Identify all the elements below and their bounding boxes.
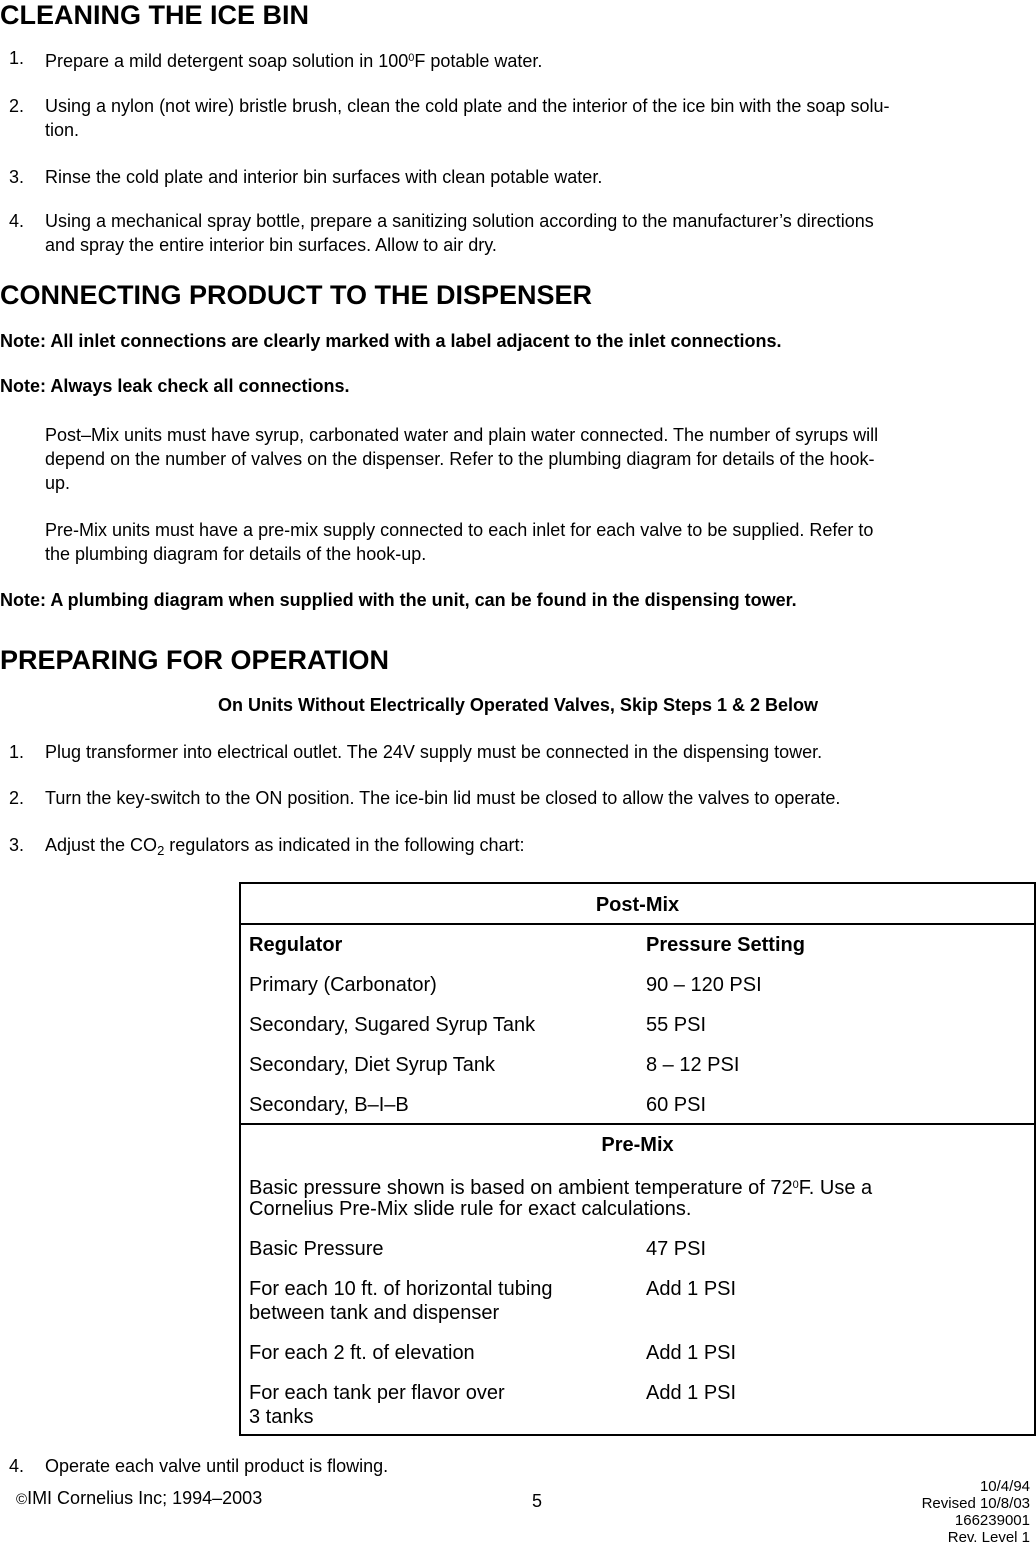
degree-mark: 0 xyxy=(792,1179,799,1191)
pressure-chart-table: Post-Mix Regulator Pressure Setting Primary (Carbonator) 90 – 120 PSI Secondary, Sugared Syrup Tank 55 PSI Secondary, Diet Syrup Tank 8 – 12 PSI Secondary, B–I–B 60 PSI Pre-Mix Basic pressure shown is based on ambient temperature of $72^0F$. Use a Cornelius Pre-Mix slide rule for exact calculations. Basic Pressure 47 PSI For each 10 ft. of horizontal tubing between tank and dispenser Add 1 PSI For each 2 ft. of elevation Add 1 PSI For each tank per flavor over 3 tanks Add 1 PSI xyxy=(239,882,1036,1436)
pressure-cell: 47 PSI xyxy=(646,1238,707,1260)
step-number: 2. xyxy=(9,96,25,116)
subscript: 2 xyxy=(157,843,165,858)
step-number: 1. xyxy=(9,48,25,68)
step-number: 3. xyxy=(9,835,25,855)
pressure-cell: 55 PSI xyxy=(646,1014,707,1036)
section-title-connecting: CONNECTING PRODUCT TO THE DISPENSER xyxy=(0,280,593,310)
degree-mark: 0 xyxy=(408,52,415,64)
note-leak-check: Note: Always leak check all connections. xyxy=(0,376,350,396)
revised-date: Revised 10/8/03 xyxy=(921,1495,1030,1512)
page-number: 5 xyxy=(532,1491,543,1511)
table-divider xyxy=(241,923,1034,925)
operation-step-1: Plug transformer into electrical outlet. The 24V supply must be connected in the dispensing tower. xyxy=(45,742,823,762)
postmix-heading: Post-Mix xyxy=(595,894,680,916)
pressure-cell: 8 – 12 PSI xyxy=(646,1054,740,1076)
regulator-cell: Primary (Carbonator) xyxy=(249,974,437,996)
regulator-cell: Basic Pressure xyxy=(249,1238,384,1260)
regulator-cell: Secondary, Diet Syrup Tank xyxy=(249,1054,496,1076)
step-number: 4. xyxy=(9,211,25,231)
footer-revision-block xyxy=(922,1478,1030,1546)
subtitle-skip-steps: On Units Without Electrically Operated Valves, Skip Steps 1 & 2 Below xyxy=(217,695,818,715)
note-plumbing-diagram: Note: A plumbing diagram when supplied with the unit, can be found in the dispensing tower. xyxy=(0,590,797,610)
column-header-regulator: Regulator xyxy=(249,934,343,956)
premix-heading: Pre-Mix xyxy=(601,1134,674,1156)
step-number: 2. xyxy=(9,788,25,808)
step-number: 3. xyxy=(9,167,25,187)
cleaning-step-4: Using a mechanical spray bottle, prepare a sanitizing solution according to the manufacturer’s directions and spray the entire interior bin surfaces. Allow to air dry. xyxy=(45,211,874,255)
cleaning-step-3: Rinse the cold plate and interior bin surfaces with clean potable water. xyxy=(45,167,603,187)
paragraph-postmix: Post–Mix units must have syrup, carbonated water and plain water connected. The number of syrups will depend on the number of valves on the dispenser. Refer to the plumbing diagram for details of the hook- up. xyxy=(45,425,879,493)
table-divider xyxy=(241,1123,1034,1125)
part-number: 166239001 xyxy=(954,1512,1030,1529)
note-inlet-labels: Note: All inlet connections are clearly marked with a label adjacent to the inlet connections. xyxy=(0,331,782,351)
column-header-pressure: Pressure Setting xyxy=(646,934,805,956)
operation-step-4: Operate each valve until product is flowing. xyxy=(45,1456,389,1476)
pressure-cell: 60 PSI xyxy=(646,1094,707,1116)
original-date: 10/4/94 xyxy=(979,1478,1030,1495)
step-number: 1. xyxy=(9,742,25,762)
regulator-cell: For each tank per flavor over 3 tanks xyxy=(249,1382,505,1428)
paragraph-premix: Pre-Mix units must have a pre-mix supply connected to each inlet for each valve to be supplied. Refer to the plumbing diagram for details of the hook-up. xyxy=(45,520,874,564)
footer-copyright: ©IMI Cornelius Inc; 1994–2003 xyxy=(16,1488,263,1508)
pressure-cell: Add 1 PSI xyxy=(646,1342,737,1364)
section-title-preparing: PREPARING FOR OPERATION xyxy=(0,645,390,675)
regulator-cell: Secondary, Sugared Syrup Tank xyxy=(249,1014,536,1036)
cleaning-step-1: Prepare a mild detergent soap solution in $100^0F$ potable water. xyxy=(45,51,543,71)
regulator-cell: For each 10 ft. of horizontal tubing between tank and dispenser xyxy=(249,1278,553,1324)
operation-step-2: Turn the key-switch to the ON position. The ice-bin lid must be closed to allow the valves to operate. xyxy=(45,788,841,808)
section-title-cleaning: CLEANING THE ICE BIN xyxy=(0,0,310,30)
revision-level: Rev. Level 1 xyxy=(947,1529,1030,1546)
operation-step-3: Adjust the $CO_2$ regulators as indicated in the following chart: xyxy=(45,835,525,858)
pressure-cell: Add 1 PSI xyxy=(646,1278,737,1300)
regulator-cell: For each 2 ft. of elevation xyxy=(249,1342,475,1364)
regulator-cell: Secondary, B–I–B xyxy=(249,1094,409,1116)
step-number: 4. xyxy=(9,1456,25,1476)
copyright-icon: © xyxy=(16,1491,28,1508)
pressure-cell: 90 – 120 PSI xyxy=(646,974,762,996)
cleaning-step-2: Using a nylon (not wire) bristle brush, clean the cold plate and the interior of the ice bin with the soap solu- tion. xyxy=(45,96,890,140)
pressure-cell: Add 1 PSI xyxy=(646,1382,737,1404)
